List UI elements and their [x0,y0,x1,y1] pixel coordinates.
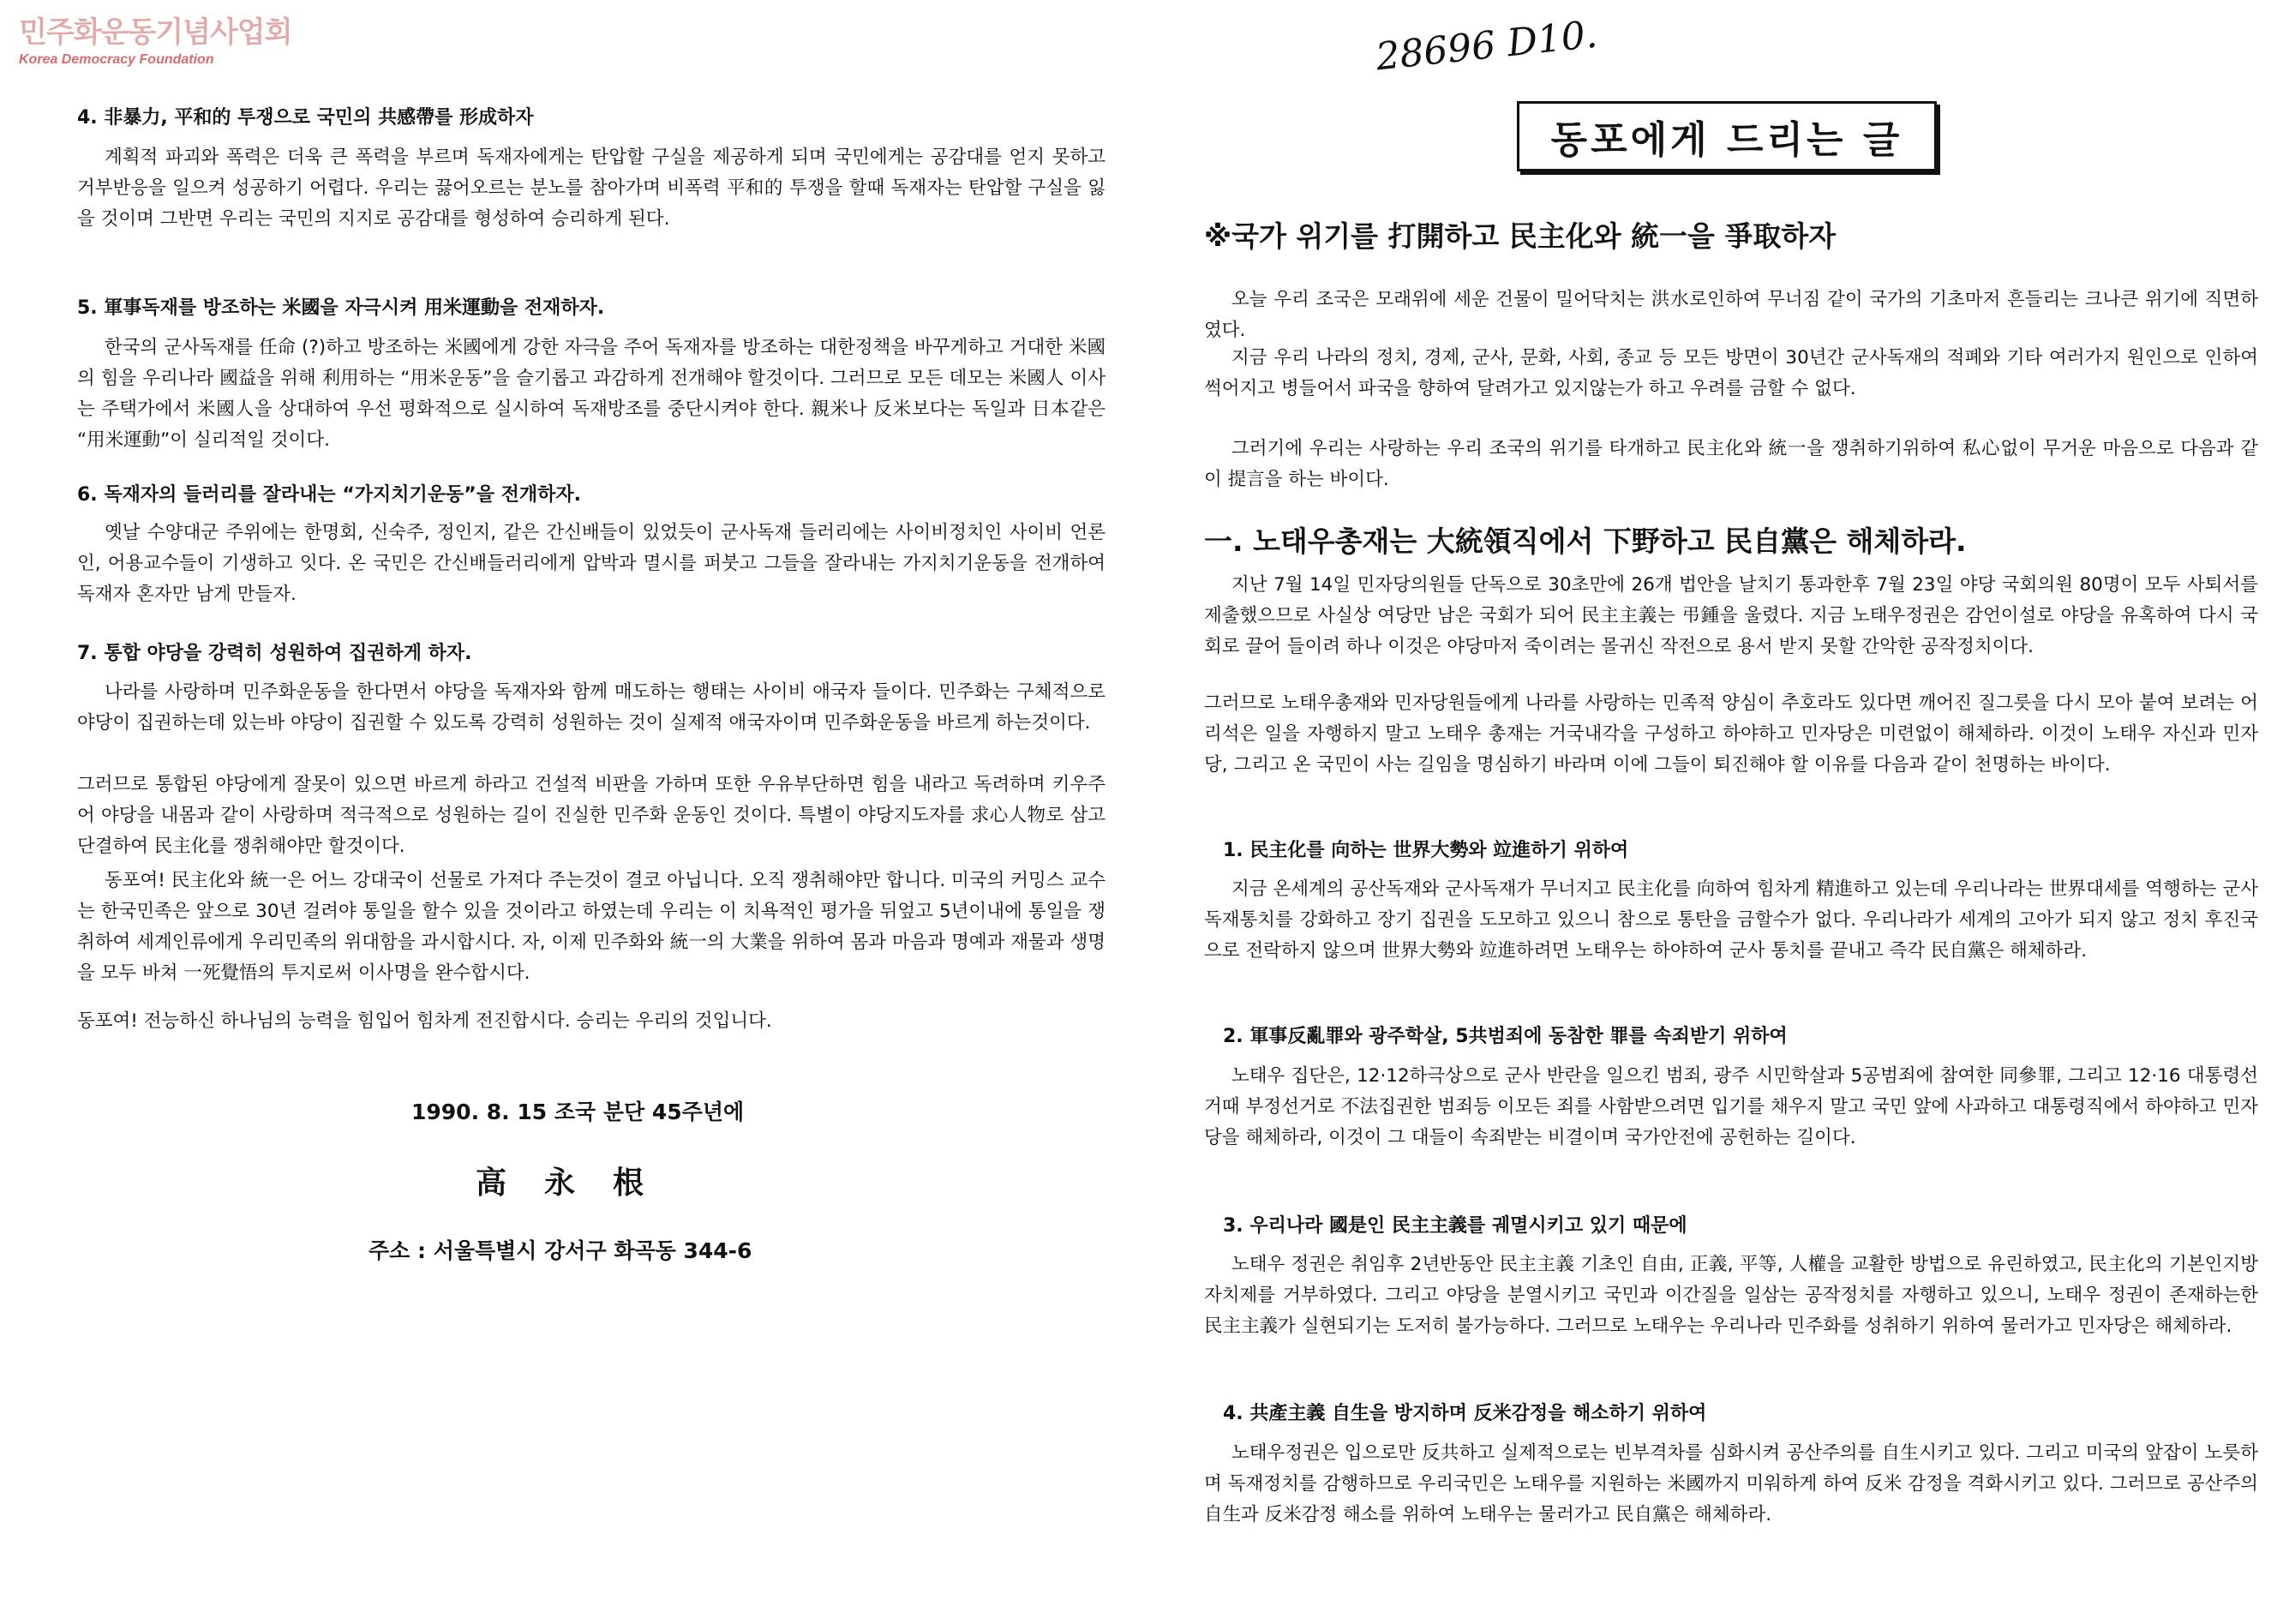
right-section-3-heading: 3. 우리나라 國是인 民主主義를 궤멸시키고 있기 때문에 [1223,1215,1687,1237]
watermark-english: Korea Democracy Foundation [19,52,214,67]
author-address: 주소 : 서울특별시 강서구 화곡동 344-6 [369,1238,752,1263]
right-section-3-paragraph: 노태우 정권은 취임후 2년반동안 民主主義 기초인 自由, 正義, 平等, 人權을 교활한 방법으로 유린하였고, 民主化의 기본인지방자치제를 거부하였다. 그리고 야당을 분열시키고 국민과 이간질을 일삼는 공작정치를 자행하고 있으니, 노태우 정권이 존재하는한 民主主義가 실현되기는 도저히 불가능하다. 그러므로 노태우는 우리나라 민주화를 성취하기 위하여 물러가고 민자당은 해체하라. [1204,1254,2258,1337]
intro-paragraph-3: 그러기에 우리는 사랑하는 우리 조국의 위기를 타개하고 民主化와 統一을 쟁취하기위하여 私心없이 무거운 마음으로 다음과 같이 提言을 하는 바이다. [1204,438,2258,490]
document-title: 동포에게 드리는 글 [1550,118,1903,162]
right-section-4-heading: 4. 共產主義 自生을 방지하며 反米감정을 해소하기 위하여 [1223,1403,1707,1424]
main-paragraph-1: 지난 7월 14일 민자당의원들 단독으로 30초만에 26개 법안을 날치기 통과한후 7월 23일 야당 국회의원 80명이 모두 사퇴서를 제출했으므로 사실상 여당만 남은 국회가 되어 民主主義는 弔鍾을 울렸다. 지금 노태우정권은 감언이설로 야당을 유혹하여 다시 국회로 끌어 들이려 하나 이것은 야당마저 죽이려는 몰귀신 작전으로 용서 받지 못할 간악한 공작정치이다. [1204,574,2258,657]
left-section-7-paragraph-2: 그러므로 통합된 야당에게 잘못이 있으면 바르게 하라고 건설적 비판을 가하며 또한 우유부단하면 힘을 내라고 독려하며 키우주어 야당을 내몸과 같이 사랑하며 적극적으로 성원하는 길이 진실한 민주화 운동인 것이다. 특별이 야당지도자를 求心人物로 삼고 단결하여 民主化를 쟁취해야만 할것이다. [77,774,1106,857]
left-section-4-heading: 4. 非暴力, 平和的 투쟁으로 국민의 共感帶를 形成하자 [77,107,534,129]
right-section-2-heading: 2. 軍事反亂罪와 광주학살, 5共범죄에 동참한 罪를 속죄받기 위하여 [1223,1026,1788,1047]
right-section-4-paragraph: 노태우정권은 입으로만 反共하고 실제적으로는 빈부격차를 심화시켜 공산주의를 自生시키고 있다. 그리고 미국의 앞잡이 노릇하며 독재정치를 감행하므로 우리국민은 노태우를 지원하는 米國까지 미워하게 하여 反米 감정을 격화시키고 있다. 그러므로 공산주의 自生과 反米감정 해소를 위하여 노태우는 물러가고 民自黨은 해체하라. [1204,1442,2258,1525]
left-section-6-paragraph: 옛날 수양대군 주위에는 한명회, 신숙주, 정인지, 같은 간신배들이 있었듯이 군사독재 들러리에는 사이비정치인 사이비 언론인, 어용교수들이 기생하고 잇다. 온 국민은 간신배들러리에게 압박과 멸시를 퍼붓고 그들을 잘라내는 가지치기운동을 전개하여 독재자 혼자만 남게 만들자. [77,522,1106,605]
left-section-5-heading: 5. 軍事독재를 방조하는 米國을 자극시켜 用米運動을 전재하자. [77,297,605,319]
watermark-logo [19,9,291,68]
left-section-5-paragraph: 한국의 군사독재를 任命 (?)하고 방조하는 米國에게 강한 자극을 주어 독재자를 방조하는 대한정책을 바꾸게하고 거대한 米國의 힘을 우리나라 國益을 위해 利用하는 “用米운동”을 슬기롭고 과감하게 전개해야 할것이다. 그러므로 모든 데모는 米國人 이사는 주택가에서 米國人을 상대하여 우선 평화적으로 실시하여 독재방조를 중단시켜야 한다. 親米나 反米보다는 독일과 日本같은 “用米運動”이 실리적일 것이다. [77,337,1106,451]
intro-paragraph-2: 지금 우리 나라의 정치, 경제, 군사, 문화, 사회, 종교 등 모든 방면이 30년간 군사독재의 적폐와 기타 여러가지 원인으로 인하여 썩어지고 병들어서 파국을 향하여 달려가고 있지않는가 하고 우려를 금할 수 없다. [1204,347,2258,399]
document-subtitle: ※국가 위기를 打開하고 民主化와 統一을 爭取하자 [1204,219,1837,253]
archive-handwritten-mark: 28696 D10. [1374,12,1600,80]
right-section-1-paragraph: 지금 온세계의 공산독재와 군사독재가 무너지고 民主化를 向하여 힘차게 精進하고 있는데 우리나라는 世界대세를 역행하는 군사 독재통치를 강화하고 장기 집권을 도모하고 있으니 참으로 통탄을 금할수가 없다. 우리나라가 세계의 고아가 되지 않고 정치 후진국으로 전락하지 않으며 世界大勢와 竝進하려면 노태우는 하야하여 군사 통치를 끝내고 즉각 民自黨은 해체하라. [1204,878,2258,962]
right-section-1-heading: 1. 民主化를 向하는 世界大勢와 竝進하기 위하여 [1223,840,1629,861]
left-closing-paragraph-2: 동포여! 전능하신 하나님의 능력을 힘입어 힘차게 전진합시다. 승리는 우리의 것입니다. [77,1010,772,1032]
right-section-2-paragraph: 노태우 집단은, 12·12하극상으로 군사 반란을 일으킨 범죄, 광주 시민학살과 5공범죄에 참여한 同參罪, 그리고 12·16 대통령선거때 부정선거로 不法집권한 범죄등 이모든 죄를 사함받으려면 입기를 채우지 말고 국민 앞에 사과하고 대통령직에서 하야하고 민자당을 해체하라, 이것이 그 대들이 속죄받는 비결이며 국가안전에 공헌하는 길이다. [1204,1065,2258,1148]
document-title-box [1517,101,1937,171]
watermark-korean: 민주화운동기념사업회 [19,15,292,50]
left-closing-paragraph-1: 동포여! 民主化와 統一은 어느 강대국이 선물로 가져다 주는것이 결코 아닙니다. 오직 쟁취해야만 합니다. 미국의 커밍스 교수는 한국민족은 앞으로 30년 걸려야 통일을 할수 있을 것이라고 하였는데 우리는 이 치욕적인 평가을 뒤엎고 5년이내에 통일을 쟁취하여 세계인류에게 우리민족의 위대함을 과시합시다. 자, 이제 민주화와 統一의 大業을 위하여 몸과 마음과 명예과 재물과 생명을 모두 바쳐 一死覺悟의 투지로써 이사명을 완수합시다. [77,870,1106,984]
left-section-7-paragraph-1: 나라를 사랑하며 민주화운동을 한다면서 야당을 독재자와 함께 매도하는 행태는 사이비 애국자 들이다. 민주화는 구체적으로 야당이 집권하는데 있는바 야당이 집권할 수 있도록 강력히 성원하는 것이 실제적 애국자이며 민주화운동을 바르게 하는것이다. [77,681,1106,734]
main-heading: 一. 노태우총재는 大統領직에서 下野하고 民自黨은 해체하라. [1204,524,1967,558]
date-line: 1990. 8. 15 조국 분단 45주년에 [411,1100,745,1124]
left-section-7-heading: 7. 통합 야당을 강력히 성원하여 집권하게 하자. [77,643,472,664]
main-paragraph-2: 그러므로 노태우총재와 민자당원들에게 나라를 사랑하는 민족적 양심이 추호라도 있다면 깨어진 질그릇을 다시 모아 붙여 보려는 어리석은 일을 자행하지 말고 노태우 총재는 거국내각을 구성하고 하야하고 민자당은 미련없이 해체하라. 이것이 노태우 자신과 민자당, 그리고 온 국민이 사는 길임을 명심하기 바라며 이에 그들이 퇴진해야 할 이유를 다음과 같이 천명하는 바이다. [1204,692,2258,776]
left-section-4-paragraph: 계획적 파괴와 폭력은 더욱 큰 폭력을 부르며 독재자에게는 탄압할 구실을 제공하게 되며 국민에게는 공감대를 얻지 못하고 거부반응을 일으켜 성공하기 어렵다. 우리는 끓어오르는 분노를 참아가며 비폭력 平和的 투쟁을 할때 독재자는 탄압할 구실을 잃을 것이며 그반면 우리는 국민의 지지로 공감대를 형성하여 승리하게 된다. [77,147,1106,230]
intro-paragraph-1: 오늘 우리 조국은 모래위에 세운 건물이 밀어닥치는 洪水로인하여 무너짐 같이 국가의 기초마저 흔들리는 크나큰 위기에 직면하였다. [1204,289,2258,341]
left-section-6-heading: 6. 독재자의 들러리를 잘라내는 “가지치기운동”을 전개하자. [77,484,582,506]
author-name: 高永根 [476,1165,682,1201]
